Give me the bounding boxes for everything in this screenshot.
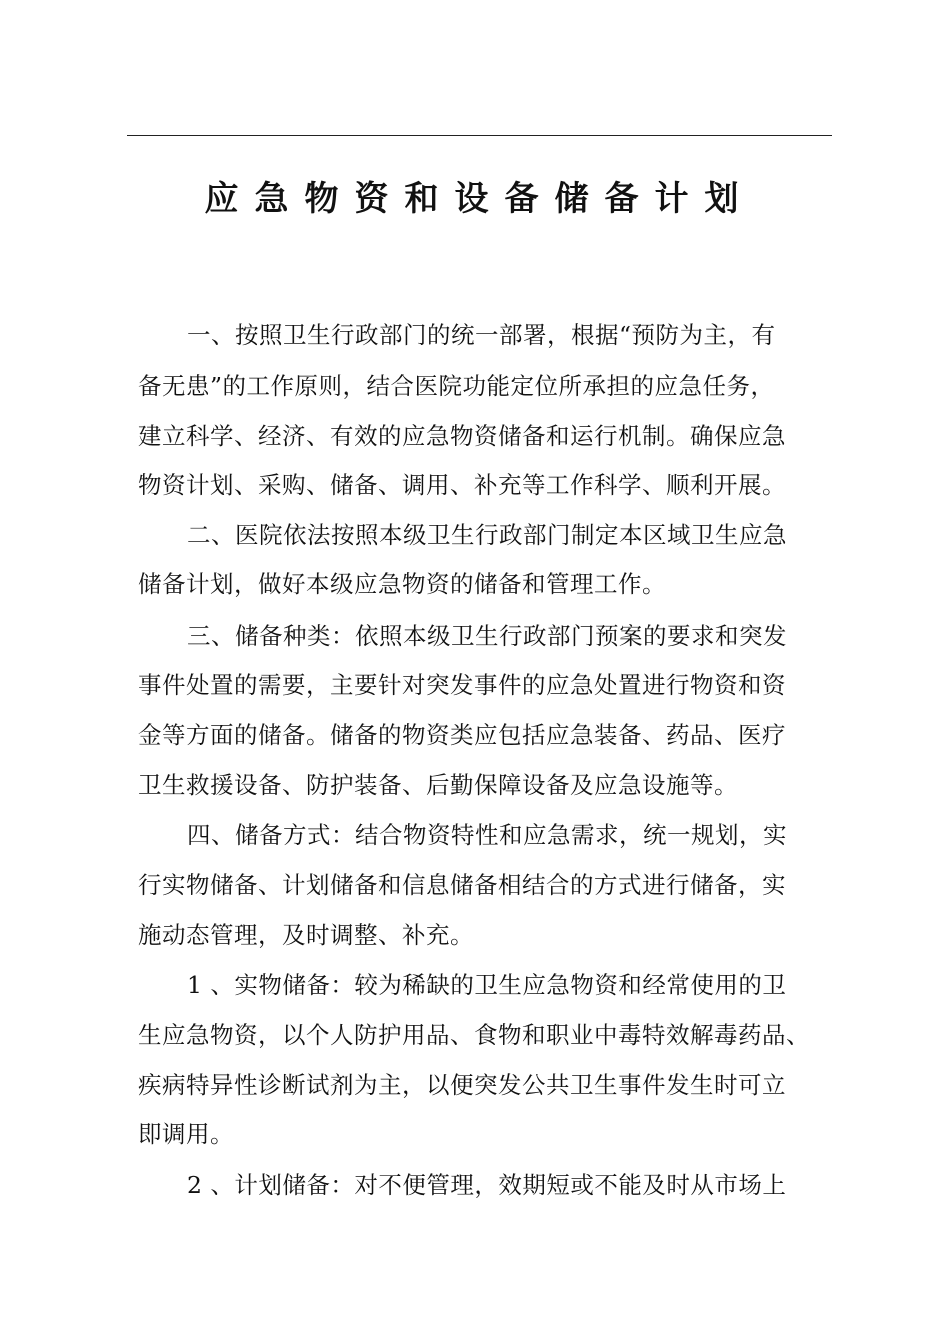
- body-line: 四、储备方式：结合物资特性和应急需求，统一规划，实: [187, 821, 787, 849]
- body-line: 行实物储备、计划储备和信息储备相结合的方式进行储备，实: [138, 871, 786, 899]
- body-line: 生应急物资，以个人防护用品、食物和职业中毒特效解毒药品、: [138, 1021, 810, 1049]
- body-line: 储备计划，做好本级应急物资的储备和管理工作。: [138, 570, 666, 598]
- body-line: 即调用。: [138, 1120, 234, 1148]
- body-line: 2 、计划储备：对不便管理，效期短或不能及时从市场上: [187, 1171, 787, 1199]
- body-line: 事件处置的需要，主要针对突发事件的应急处置进行物资和资: [138, 671, 786, 699]
- body-line: 备无患”的工作原则，结合医院功能定位所承担的应急任务，: [138, 372, 775, 400]
- body-line: 二、医院依法按照本级卫生行政部门制定本区域卫生应急: [187, 521, 787, 549]
- header-rule: [127, 135, 832, 136]
- body-line: 卫生救援设备、防护装备、后勤保障设备及应急设施等。: [138, 771, 738, 799]
- body-line: 1 、实物储备：较为稀缺的卫生应急物资和经常使用的卫: [187, 971, 787, 999]
- body-line: 一、按照卫生行政部门的统一部署，根据“预防为主，有: [187, 321, 776, 349]
- body-line: 施动态管理，及时调整、补充。: [138, 921, 474, 949]
- body-line: 建立科学、经济、有效的应急物资储备和运行机制。确保应急: [138, 422, 786, 450]
- body-line: 疾病特异性诊断试剂为主，以便突发公共卫生事件发生时可立: [138, 1071, 786, 1099]
- body-line: 三、储备种类：依照本级卫生行政部门预案的要求和突发: [187, 622, 787, 650]
- body-line: 物资计划、采购、储备、调用、补充等工作科学、顺利开展。: [138, 471, 786, 499]
- body-line: 金等方面的储备。储备的物资类应包括应急装备、药品、医疗: [138, 721, 786, 749]
- document-title: 应急物资和设备储备计划: [204, 179, 755, 219]
